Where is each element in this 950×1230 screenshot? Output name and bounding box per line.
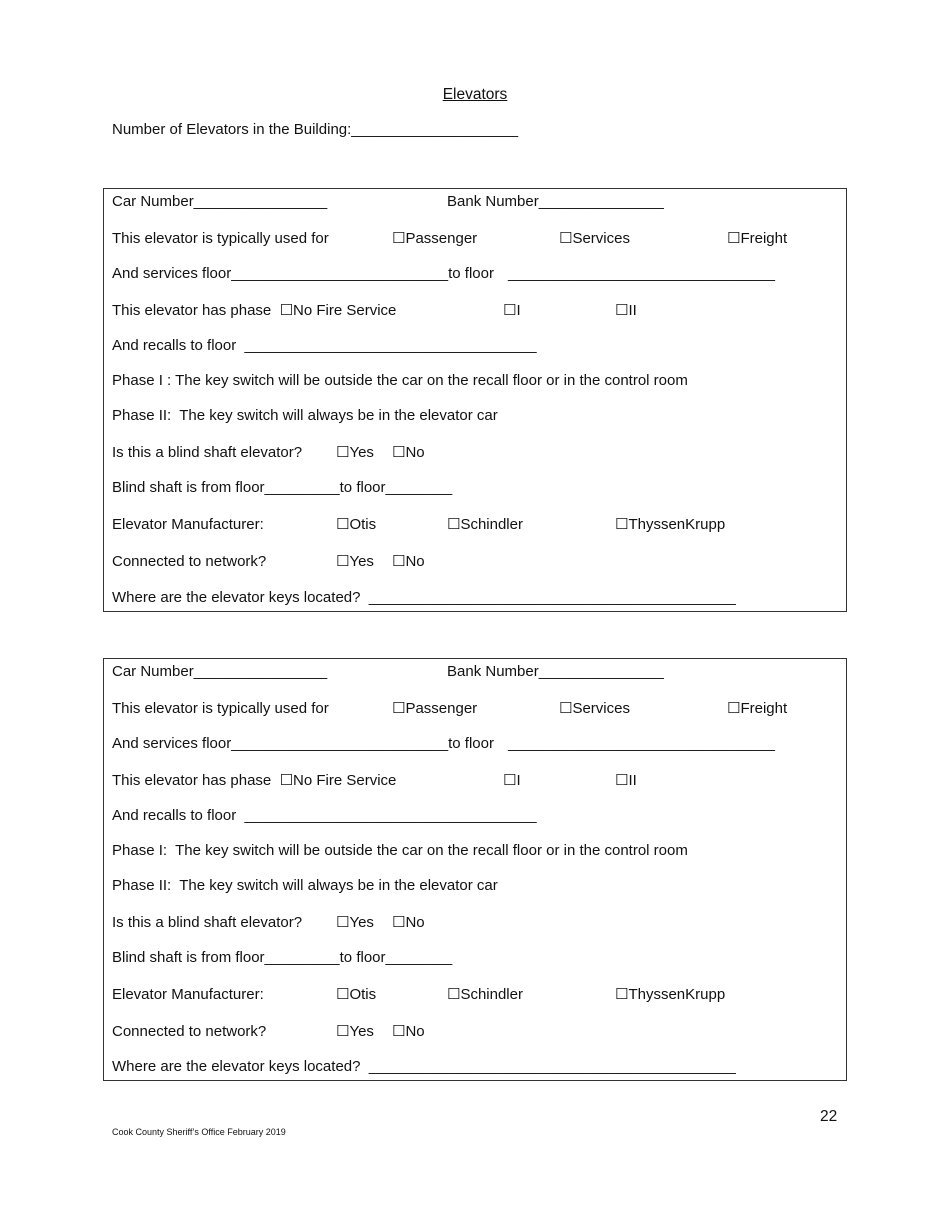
blind-shaft-question: Is this a blind shaft elevator? — [112, 444, 303, 461]
checkbox-services[interactable]: ☐Services — [559, 230, 630, 247]
blind-shaft-floors-field[interactable]: Blind shaft is from floor_________to floor________ — [112, 949, 453, 966]
phase-i-note: Phase I: The key switch will be outside the car on the recall floor or in the control room — [112, 842, 688, 859]
bank-number-field[interactable]: Bank Number_______________ — [447, 663, 664, 680]
checkbox-blind-shaft-no[interactable]: ☐No — [392, 914, 425, 931]
phase-label[interactable]: This elevator has phase ☐No Fire Service — [112, 772, 397, 789]
blind-shaft-question: Is this a blind shaft elevator? — [112, 914, 303, 931]
keys-location-field[interactable]: Where are the elevator keys located? ____________________________________________ — [112, 1058, 736, 1075]
checkbox-schindler[interactable]: ☐Schindler — [447, 986, 523, 1003]
checkbox-services[interactable]: ☐Services — [559, 700, 630, 717]
checkbox-otis[interactable]: ☐Otis — [336, 516, 377, 533]
checkbox-phase-i[interactable]: ☐I — [503, 772, 521, 789]
to-floor-field[interactable]: ________________________________ — [508, 735, 775, 752]
manufacturer-label: Elevator Manufacturer: — [112, 516, 264, 533]
checkbox-phase-ii[interactable]: ☐II — [615, 302, 637, 319]
car-number-field[interactable]: Car Number________________ — [112, 663, 328, 680]
checkbox-freight[interactable]: ☐Freight — [727, 700, 788, 717]
footer-text: Cook County Sheriff’s Office February 2019 — [112, 1127, 286, 1137]
checkbox-phase-i[interactable]: ☐I — [503, 302, 521, 319]
car-number-field[interactable]: Car Number________________ — [112, 193, 328, 210]
page-number: 22 — [820, 1108, 838, 1125]
phase-ii-note: Phase II: The key switch will always be in the elevator car — [112, 407, 498, 424]
elevator-count-field[interactable]: Number of Elevators in the Building:____________________ — [112, 121, 519, 138]
checkbox-passenger[interactable]: ☐Passenger — [392, 230, 478, 247]
used-for-label: This elevator is typically used for — [112, 700, 329, 717]
network-question: Connected to network? — [112, 553, 267, 570]
manufacturer-label: Elevator Manufacturer: — [112, 986, 264, 1003]
checkbox-network-no[interactable]: ☐No — [392, 553, 425, 570]
services-floor-field[interactable]: And services floor__________________________to floor — [112, 735, 494, 752]
blind-shaft-floors-field[interactable]: Blind shaft is from floor_________to floor________ — [112, 479, 453, 496]
phase-i-note: Phase I : The key switch will be outside the car on the recall floor or in the control room — [112, 372, 688, 389]
checkbox-schindler[interactable]: ☐Schindler — [447, 516, 523, 533]
checkbox-thyssenkrupp[interactable]: ☐ThyssenKrupp — [615, 516, 726, 533]
checkbox-thyssenkrupp[interactable]: ☐ThyssenKrupp — [615, 986, 726, 1003]
recalls-floor-field[interactable]: And recalls to floor ___________________________________ — [112, 337, 537, 354]
phase-ii-note: Phase II: The key switch will always be in the elevator car — [112, 877, 498, 894]
recalls-floor-field[interactable]: And recalls to floor ___________________________________ — [112, 807, 537, 824]
checkbox-passenger[interactable]: ☐Passenger — [392, 700, 478, 717]
checkbox-otis[interactable]: ☐Otis — [336, 986, 377, 1003]
keys-location-field[interactable]: Where are the elevator keys located? ____________________________________________ — [112, 589, 736, 606]
checkbox-blind-shaft-yes[interactable]: ☐Yes — [336, 444, 374, 461]
elevator-form-section-2 — [103, 658, 847, 1081]
checkbox-network-yes[interactable]: ☐Yes — [336, 1023, 374, 1040]
elevator-form-section-1 — [103, 188, 847, 612]
checkbox-freight[interactable]: ☐Freight — [727, 230, 788, 247]
checkbox-network-yes[interactable]: ☐Yes — [336, 553, 374, 570]
used-for-label: This elevator is typically used for — [112, 230, 329, 247]
network-question: Connected to network? — [112, 1023, 267, 1040]
to-floor-field[interactable]: ________________________________ — [508, 265, 775, 282]
services-floor-field[interactable]: And services floor__________________________to floor — [112, 265, 494, 282]
checkbox-blind-shaft-no[interactable]: ☐No — [392, 444, 425, 461]
phase-label[interactable]: This elevator has phase ☐No Fire Service — [112, 302, 397, 319]
bank-number-field[interactable]: Bank Number_______________ — [447, 193, 664, 210]
checkbox-phase-ii[interactable]: ☐II — [615, 772, 637, 789]
checkbox-blind-shaft-yes[interactable]: ☐Yes — [336, 914, 374, 931]
checkbox-network-no[interactable]: ☐No — [392, 1023, 425, 1040]
page-title: Elevators — [442, 86, 508, 103]
